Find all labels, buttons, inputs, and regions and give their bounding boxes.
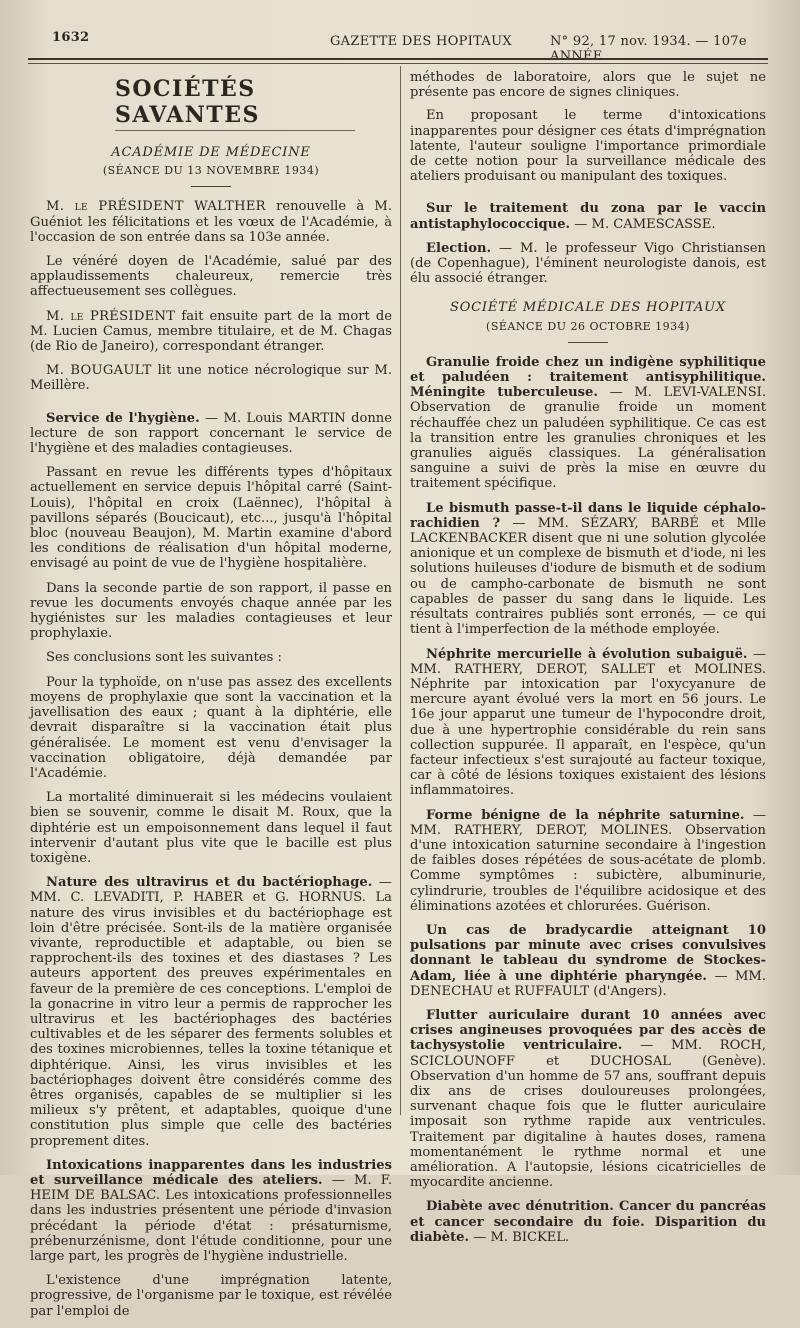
left-column — [30, 70, 392, 1328]
paragraph: L'existence d'une imprégnation latente, progressive, de l'organisme par le toxique, est révélée par l'emploi de — [30, 1273, 392, 1319]
article-entry: Election. — M. le professeur Vigo Christiansen (de Copenhague), l'éminent neurologiste danois, est élu associé étranger. — [410, 240, 766, 287]
article-entry: Service de l'hygiène. — M. Louis MARTIN donne lecture de son rapport concernant le service de l'hygiène et des maladies contagieuses. — [30, 410, 392, 457]
society-heading: SOCIÉTÉ MÉDICALE DES HOPITAUX — [450, 300, 726, 316]
article-entry: Un cas de bradycardie atteignant 10 pulsations par minute avec crises convulsives donnant le tableau du syndrome de Stockes-Adam, liée à une diphtérie pharyngée. — MM. DENECHAU et RUFFAULT (d'Angers). — [410, 922, 766, 999]
paragraph: La mortalité diminuerait si les médecins voulaient bien se souvenir, comme le disait M. Roux, que la diphtérie est un empoisonnement dans lequel il faut intervenir d'autant plus vite que le bacille est plus toxigène. — [30, 790, 392, 866]
paragraph: M. BOUGAULT lit une notice nécrologique sur M. Meillère. — [30, 363, 392, 394]
paragraph: Ses conclusions sont les suivantes : — [46, 650, 282, 666]
seance-date: (SÉANCE DU 13 NOVEMBRE 1934) — [102, 164, 320, 178]
journal-title: GAZETTE DES HOPITAUX — [330, 34, 512, 49]
article-entry: Nature des ultravirus et du bactériophage. — MM. C. LEVADITI, P. HABER et G. HORNUS. La nature des virus invisibles et du bactériophage est loin d'être précisée. Sont-ils de la matière organisée vivante, reproductible et adaptable, ou bien se rapprochent-ils des toxines et des diastases ? Les auteurs apportent des preuves expérimentales en faveur de la première de ces conceptions. L'emploi de la gonacrine in vitro leur a permis de rapprocher les ultravirus et les bactériophages des bactéries cultivables et de les séparer des ferments solubles et des toxines microbiennes, telles la toxine tétanique et diphtérique. Ainsi, les virus invisibles et les bactériophages doivent être considérés comme des êtres organisés, capables de se multiplier si les milieux s'y prêtent, et adaptables, quoique d'une constitution plus simple que celle des bactéries proprement dites. — [30, 875, 392, 1149]
society-heading: ACADÉMIE DE MÉDECINE — [111, 145, 311, 160]
header-rule-thin — [28, 63, 768, 64]
right-column — [410, 70, 766, 1254]
paragraph: En proposant le terme d'intoxications inapparentes pour désigner ces états d'imprégnation latente, l'auteur souligne l'importance primordiale de cette notion pour la surveillance médicale des ateliers produisant ou manipulant des toxiques. — [410, 108, 766, 185]
paragraph: Dans la seconde partie de son rapport, il passe en revue les documents envoyés chaque année par les hygiénistes sur les maladies contagieuses et leur prophylaxie. — [30, 580, 392, 642]
running-head — [0, 30, 800, 64]
article-entry: Diabète avec dénutrition. Cancer du pancréas et cancer secondaire du foie. Disparition du diabète. — M. BICKEL. — [410, 1199, 766, 1245]
paragraph: méthodes de laboratoire, alors que le sujet ne présente pas encore de signes cliniques. — [410, 70, 766, 101]
paragraph: Le vénéré doyen de l'Académie, salué par des applaudissements chaleureux, remercie très affectueusement ses collègues. — [30, 254, 392, 300]
column-divider — [400, 66, 401, 1115]
article-entry: Granulie froide chez un indigène syphilitique et paludéen : traitement antisyphilitique. Méningite tuberculeuse. — M. LEVI-VALENSI. Observation de granulie froide un moment réchauffée chez un paludéen syphilitique. Ce cas est la transition entre les granulies chroniques et les granulies aiguës classiques. La généralisation sanguine a suivi de près la mise en œuvre du traitement spécifique. — [410, 354, 767, 492]
paragraph: M. le PRÉSIDENT fait ensuite part de la mort de M. Lucien Camus, membre titulaire, et de M. Chagas (de Rio de Janeiro), correspondant étranger. — [30, 308, 392, 355]
article-entry: Sur le traitement du zona par le vaccin antistaphylococcique. — M. CAMESCASSE. — [410, 201, 766, 232]
article-entry: Flutter auriculaire durant 10 années avec crises angineuses provoquées par des accès de tachysystolie ventriculaire. — MM. ROCH, SCICLOUNOFF et DUCHOSAL (Genève). Observation d'un homme de 57 ans, souffrant depuis dix ans de crises douloureuses prolongées, survenant chaque fois que le flutter auriculaire imposait son rythme rapide aux ventricules. Traitement par digitaline à hautes doses, ramena momentanément le rythme normal et une amélioration. A l'autopsie, lésions cicatricielles de myocardite ancienne. — [410, 1007, 767, 1191]
article-entry: Intoxications inapparentes dans les industries et surveillance médicale des ateliers. — M. F. HEIM DE BALSAC. Les intoxications professionnelles dans les industries présentent une période d'invasion précédant la période d'état : présaturnisme, prébenurzénisme, dont l'étude conditionne, pour une large part, les progrès de l'hygiène industrielle. — [30, 1157, 393, 1264]
page-number: 1632 — [52, 30, 90, 45]
article-entry: Le bismuth passe-t-il dans le liquide céphalo-rachidien ? — MM. SÉZARY, BARBÉ et Mlle LACKENBACKER disent que ni une solution glycolée anionique et un complexe de bismuth et d'iode, ni les solutions huileuses d'iodure de bismuth et de sodium ou de campho-carbonate de bismuth ne sont capables de passer du sang dans le liquide. Les résultats contraires publiés sont erronés, — ce qui tient à l'imperfection de la méthode employée. — [410, 500, 767, 638]
article-entry: Néphrite mercurielle à évolution subaiguë. — MM. RATHERY, DEROT, SALLET et MOLINES. Néphrite par intoxication par l'oxycyanure de mercure ayant évolué vers la mort en 56 jours. Le 16e jour apparut une tumeur de l'hypocondre droit, due à une hypertrophie considérable du rein sans collection suppurée. Il apparaît, en l'espèce, qu'un facteur infectieux s'est surajouté au facteur toxique, car à côté de lésions toxiques existaient des lésions inflammatoires. — [410, 646, 766, 799]
ornament-rule — [568, 342, 608, 343]
paragraph: Pour la typhoïde, on n'use pas assez des excellents moyens de prophylaxie que sont la vaccination et la javellisation des eaux ; quant à la diphtérie, elle devrait disparaître si la vaccination était plus généralisée. Le moment est venu d'envisager la vaccination obligatoire, déjà demandée par l'Académie. — [30, 674, 392, 781]
issue-info: N° 92, 17 nov. 1934. — 107e ANNÉE. — [550, 34, 747, 64]
paragraph: Passant en revue les différents types d'hôpitaux actuellement en service depuis l'hôpital carré (Saint-Louis), l'hôpital en croix (Laënnec), l'hôpital à pavillons séparés (Boucicaut), etc..., jusqu'à l'hôpital bloc (nouveau Beaujon), M. Martin examine d'abord les conditions de réalisation d'un hôpital moderne, envisagé au point de vue de l'hygiène hospitalière. — [30, 465, 392, 572]
section-title: SOCIÉTÉS SAVANTES — [115, 76, 355, 131]
seance-date: (SÉANCE DU 26 OCTOBRE 1934) — [486, 319, 690, 333]
ornament-rule — [191, 186, 231, 187]
paragraph: M. le PRÉSIDENT WALTHER renouvelle à M. Guéniot les félicitations et les vœux de l'Académie, à l'occasion de son entrée dans sa 103e année. — [30, 199, 392, 245]
article-entry: Forme bénigne de la néphrite saturnine. — MM. RATHERY, DEROT, MOLINES. Observation d'une intoxication saturnine secondaire à l'ingestion de faibles doses répétées de sous-acétate de plomb. Comme symptômes : subictère, albuminurie, cylindrurie, troubles de l'équilibre acidosique et des éliminations azotées et chlorurées. Guérison. — [410, 807, 766, 914]
header-rule — [28, 58, 768, 60]
